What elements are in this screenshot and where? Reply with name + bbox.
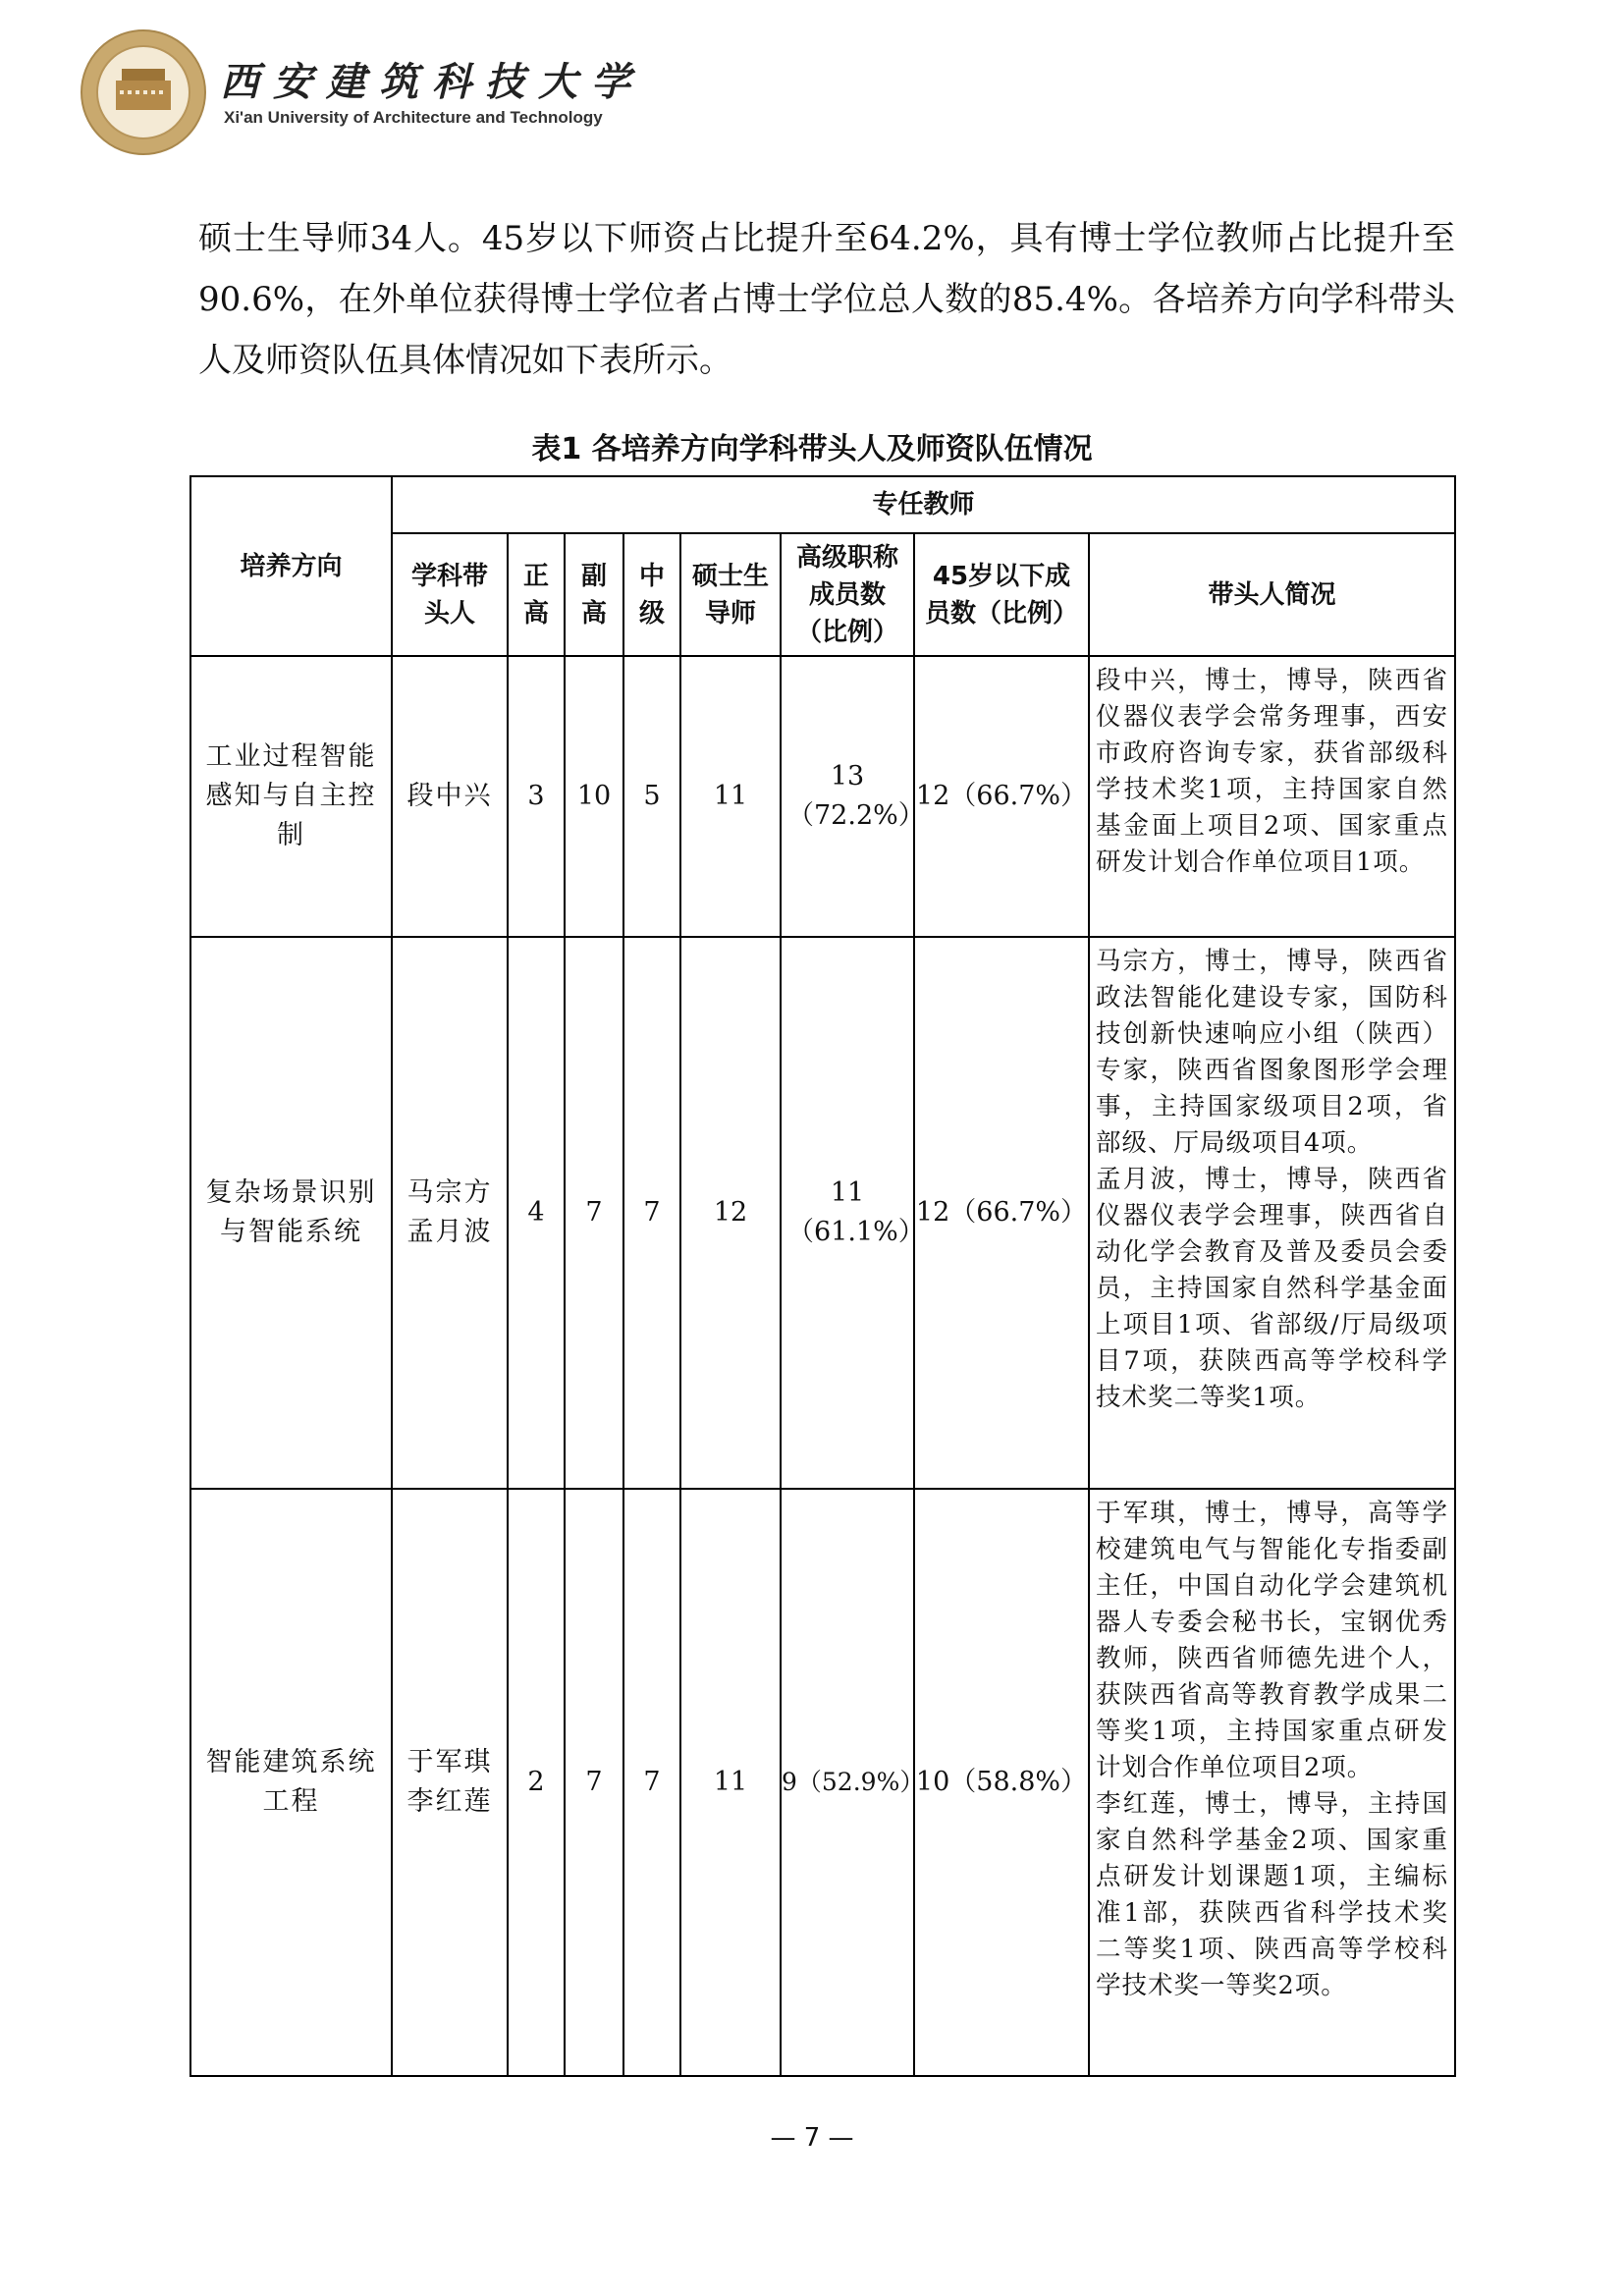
cell-direction: 工业过程智能感知与自主控制 [190, 656, 392, 937]
cell-master-tutor: 11 [680, 1489, 781, 2076]
cell-deputy: 7 [565, 1489, 623, 2076]
cell-profile [1089, 937, 1455, 1489]
header-leader: 学科带头人 [392, 533, 508, 656]
profile-text: 李红莲，博士，博导，主持国家自然科学基金2项、国家重点研发计划课题1项，主编标准1部，获陕西省科学技术奖二等奖1项、陕西高等学校科学技术奖一等奖2项。 [1096, 1789, 1449, 2000]
cell-senior-title: 13（72.2%） [781, 656, 914, 937]
profile-text: 于军琪，博士，博导，高等学校建筑电气与智能化专指委副主任，中国自动化学会建筑机器人专委会秘书长，宝钢优秀教师，陕西省师德先进个人，获陕西省高等教育教学成果二等奖1项，主持国家重点研发计划合作单位项目2项。 [1096, 1499, 1449, 1782]
profile-text: 孟月波，博士，博导，陕西省仪器仪表学会理事，陕西省自动化学会教育及普及委员会委员，主持国家自然科学基金面上项目1项、省部级/厅局级项目7项，获陕西高等学校科学技术奖二等奖1项。 [1096, 1165, 1449, 1412]
cell-direction: 智能建筑系统工程 [190, 1489, 392, 2076]
cell-deputy: 10 [565, 656, 623, 937]
header-under45: 45岁以下成员数（比例） [914, 533, 1089, 656]
cell-leader: 段中兴 [392, 656, 508, 937]
header-deputy: 副高 [565, 533, 623, 656]
cell-under45: 10（58.8%） [914, 1489, 1089, 2076]
profile-text: 马宗方，博士，博导，陕西省政法智能化建设专家，国防科技创新快速响应小组（陕西）专家，陕西省图象图形学会理事，主持国家级项目2项，省部级、厅局级项目4项。 [1096, 947, 1449, 1158]
cell-under45: 12（66.7%） [914, 937, 1089, 1489]
university-seal-icon [81, 29, 206, 155]
cell-middle: 7 [623, 937, 680, 1489]
cell-middle: 5 [623, 656, 680, 937]
table-row [190, 1489, 1455, 2076]
cell-profile [1089, 1489, 1455, 2076]
page-number: — 7 — [770, 2123, 854, 2153]
cell-leader: 马宗方 孟月波 [392, 937, 508, 1489]
university-name-cn: 西安建筑科技大学 [220, 59, 644, 105]
cell-senior: 3 [508, 656, 565, 937]
profile-text: 段中兴，博士，博导，陕西省仪器仪表学会常务理事，西安市政府咨询专家，获省部级科学技术奖1项，主持国家自然基金面上项目2项、国家重点研发计划合作单位项目1项。 [1096, 666, 1449, 877]
table-row [190, 656, 1455, 937]
cell-middle: 7 [623, 1489, 680, 2076]
cell-profile [1089, 656, 1455, 937]
faculty-table [189, 475, 1456, 2077]
header-direction: 培养方向 [190, 476, 392, 656]
page-header [81, 29, 644, 157]
cell-leader: 于军琪 李红莲 [392, 1489, 508, 2076]
cell-under45: 12（66.7%） [914, 656, 1089, 937]
table-row [190, 937, 1455, 1489]
body-paragraph: 硕士生导师34人。45岁以下师资占比提升至64.2%，具有博士学位教师占比提升至90.6%，在外单位获得博士学位者占博士学位总人数的85.4%。各培养方向学科带头人及师资队伍具体情况如下表所示。 [198, 219, 1455, 380]
cell-senior: 2 [508, 1489, 565, 2076]
header-master-tutor: 硕士生导师 [680, 533, 781, 656]
cell-master-tutor: 11 [680, 656, 781, 937]
header-senior-title: 高级职称成员数（比例） [781, 533, 914, 656]
cell-senior: 4 [508, 937, 565, 1489]
university-name-en: Xi'an University of Architecture and Technology [224, 108, 603, 127]
cell-master-tutor: 12 [680, 937, 781, 1489]
header-middle: 中级 [623, 533, 680, 656]
cell-senior-title: 9（52.9%） [781, 1489, 914, 2076]
cell-deputy: 7 [565, 937, 623, 1489]
header-group: 专任教师 [392, 476, 1455, 533]
header-senior: 正高 [508, 533, 565, 656]
cell-direction: 复杂场景识别与智能系统 [190, 937, 392, 1489]
header-profile: 带头人简况 [1089, 533, 1455, 656]
table-caption: 表1 各培养方向学科带头人及师资队伍情况 [531, 432, 1093, 466]
cell-senior-title: 11（61.1%） [781, 937, 914, 1489]
